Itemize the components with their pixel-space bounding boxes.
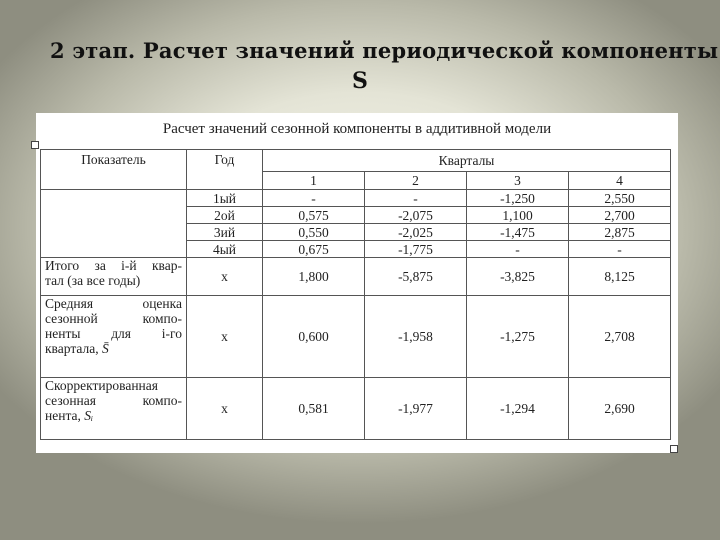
- value-cell: -1,250: [467, 190, 569, 207]
- table-row: [41, 190, 671, 207]
- adjusted-label: [41, 378, 187, 440]
- header-q1: 1: [263, 172, 365, 190]
- value-cell: -: [365, 190, 467, 207]
- resize-handle-bottom-right[interactable]: [670, 445, 678, 453]
- table-panel[interactable]: [36, 113, 678, 453]
- value-cell: 1,100: [467, 207, 569, 224]
- value-cell: 2,708: [569, 296, 671, 378]
- value-cell: 2,875: [569, 224, 671, 241]
- header-indicator: Показатель: [41, 150, 187, 190]
- value-cell: -1,977: [365, 378, 467, 440]
- label-line: сезонной компо-: [45, 311, 182, 326]
- year-cell: 1ый: [187, 190, 263, 207]
- value-cell: 2,690: [569, 378, 671, 440]
- value-cell: -5,875: [365, 258, 467, 296]
- value-cell: -1,275: [467, 296, 569, 378]
- value-cell: -1,775: [365, 241, 467, 258]
- header-q2: 2: [365, 172, 467, 190]
- label-line: Средняя оценка: [45, 296, 182, 311]
- header-quarters: Кварталы: [263, 150, 671, 172]
- value-cell: 0,581: [263, 378, 365, 440]
- table-row-adjusted: [41, 378, 671, 440]
- year-cell: х: [187, 296, 263, 378]
- value-cell: -2,025: [365, 224, 467, 241]
- value-cell: -: [569, 241, 671, 258]
- table-caption: Расчет значений сезонной компоненты в аддитивной модели: [162, 121, 552, 137]
- resize-handle-left[interactable]: [31, 141, 39, 149]
- year-cell: 3ий: [187, 224, 263, 241]
- value-cell: -: [467, 241, 569, 258]
- label-line: [45, 408, 182, 423]
- value-cell: 2,550: [569, 190, 671, 207]
- label-line: Итого за i-й квар-: [45, 258, 182, 273]
- totals-label: [41, 258, 187, 296]
- value-cell: -2,075: [365, 207, 467, 224]
- value-cell: -1,475: [467, 224, 569, 241]
- value-cell: -1,958: [365, 296, 467, 378]
- table-row-totals: [41, 258, 671, 296]
- value-cell: 1,800: [263, 258, 365, 296]
- empty-cell: [41, 190, 187, 258]
- label-line: ненты для i-го: [45, 326, 182, 341]
- value-cell: 2,700: [569, 207, 671, 224]
- value-cell: 0,550: [263, 224, 365, 241]
- label-line: тал (за все годы): [45, 273, 141, 288]
- value-cell: -1,294: [467, 378, 569, 440]
- label-text: нента,: [45, 408, 81, 423]
- label-line: [45, 341, 182, 356]
- year-cell: 2ой: [187, 207, 263, 224]
- value-cell: 0,575: [263, 207, 365, 224]
- header-q4: 4: [569, 172, 671, 190]
- value-cell: 0,600: [263, 296, 365, 378]
- symbol-s-i: Sᵢ: [84, 408, 94, 423]
- slide-title: 2 этап. Расчет значений периодической компоненты: [50, 38, 719, 63]
- label-text: квартала,: [45, 341, 99, 356]
- seasonal-component-table: [40, 149, 671, 440]
- symbol-s-bar: S̄: [101, 341, 109, 356]
- value-cell: 8,125: [569, 258, 671, 296]
- value-cell: -: [263, 190, 365, 207]
- year-cell: 4ый: [187, 241, 263, 258]
- header-year: Год: [187, 150, 263, 190]
- value-cell: -3,825: [467, 258, 569, 296]
- slide-subtitle: S: [352, 68, 368, 94]
- header-q3: 3: [467, 172, 569, 190]
- year-cell: х: [187, 258, 263, 296]
- table-row-average: [41, 296, 671, 378]
- value-cell: 0,675: [263, 241, 365, 258]
- year-cell: х: [187, 378, 263, 440]
- label-line: сезонная компо-: [45, 393, 182, 408]
- average-label: [41, 296, 187, 378]
- label-line: Скорректированная: [45, 378, 158, 393]
